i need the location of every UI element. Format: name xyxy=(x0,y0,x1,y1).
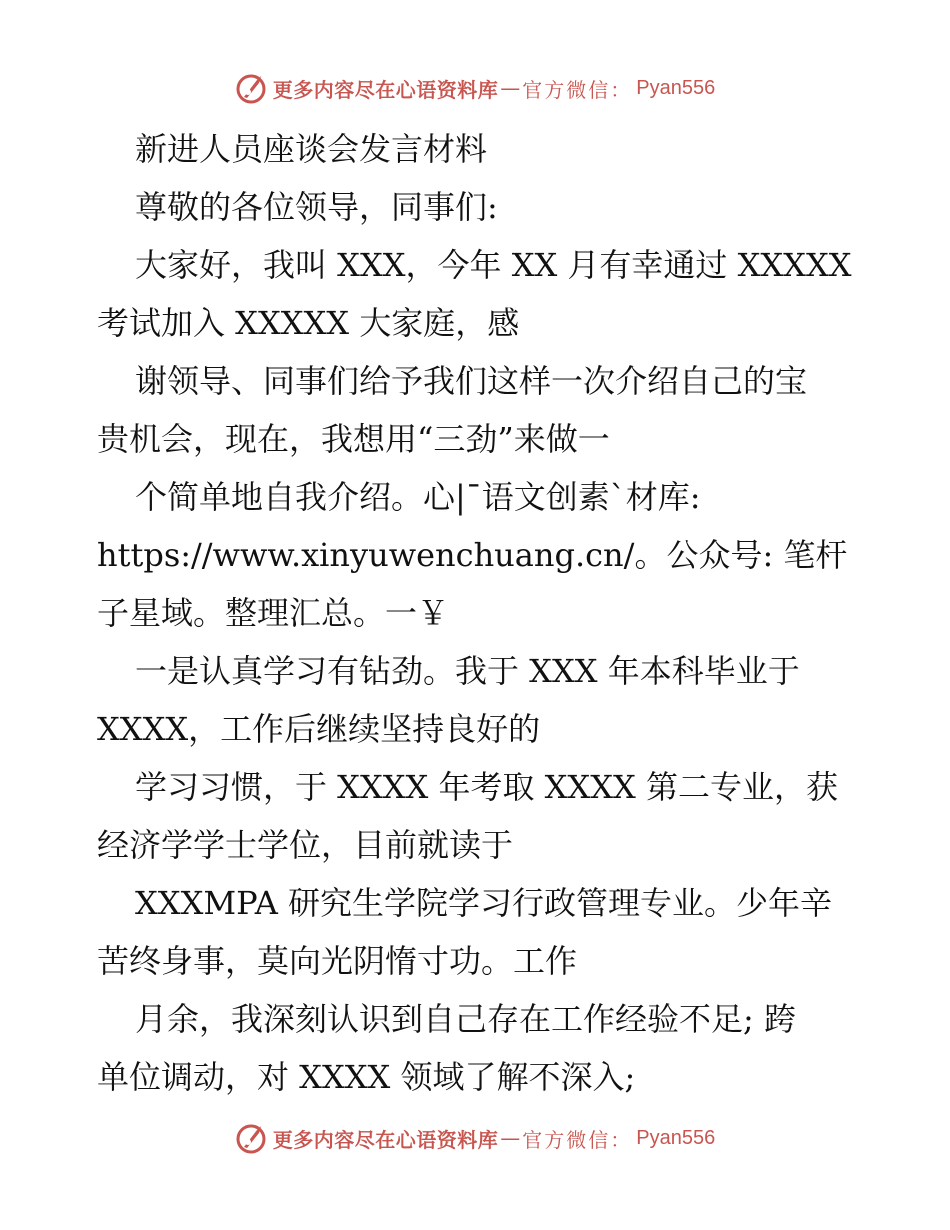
body-line: XXXMPA 研究生学院学习行政管理专业。少年辛 xyxy=(135,884,832,922)
header-dash: — xyxy=(500,76,521,100)
quill-logo-icon xyxy=(235,71,269,105)
body-line: 贵机会，现在，我想用“三劲”来做一 xyxy=(97,420,610,458)
body-line: 苦终身事，莫向光阴惰寸功。工作 xyxy=(97,942,578,980)
header-brand: 更多内容尽在心语资料库 xyxy=(272,77,499,102)
doc-title: 新进人员座谈会发言材料 xyxy=(135,130,488,168)
document-body xyxy=(97,120,857,1106)
body-line: 个简单地自我介绍。心|¯语文创素`材库: xyxy=(135,478,701,516)
footer-dash: — xyxy=(500,1126,521,1150)
body-line: 谢领导、同事们给予我们这样一次介绍自己的宝 xyxy=(135,362,808,400)
body-line: 子星域。整理汇总。一￥ xyxy=(97,594,450,632)
header-wechat-handle: Pyan556 xyxy=(636,76,716,99)
body-line: 学习习惯，于 XXXX 年考取 XXXX 第二专业，获 xyxy=(135,768,838,806)
quill-logo-icon xyxy=(235,1121,269,1155)
footer-brand: 更多内容尽在心语资料库 xyxy=(272,1127,499,1152)
footer-official-label: 官方微信： xyxy=(522,1127,633,1152)
body-line: 经济学学士学位，目前就读于 xyxy=(97,826,514,864)
salutation: 尊敬的各位领导，同事们: xyxy=(135,188,498,226)
body-line: 单位调动，对 XXXX 领域了解不深入; xyxy=(97,1058,636,1096)
body-line: 考试加入 XXXXX 大家庭，感 xyxy=(97,304,520,342)
body-line: 月余，我深刻认识到自己存在工作经验不足; 跨 xyxy=(135,1000,796,1038)
body-line: XXXX，工作后继续坚持良好的 xyxy=(97,710,541,748)
header-banner xyxy=(0,68,950,108)
body-line-url: https://www.xinyuwenchuang.cn/。公众号: 笔杆 xyxy=(97,536,848,574)
body-line: 大家好，我叫 XXX，今年 XX 月有幸通过 XXXXX xyxy=(135,246,852,284)
body-line: 一是认真学习有钻劲。我于 XXX 年本科毕业于 xyxy=(135,652,800,690)
footer-wechat-handle: Pyan556 xyxy=(636,1126,716,1149)
header-official-label: 官方微信： xyxy=(522,77,633,102)
footer-banner xyxy=(0,1118,950,1158)
